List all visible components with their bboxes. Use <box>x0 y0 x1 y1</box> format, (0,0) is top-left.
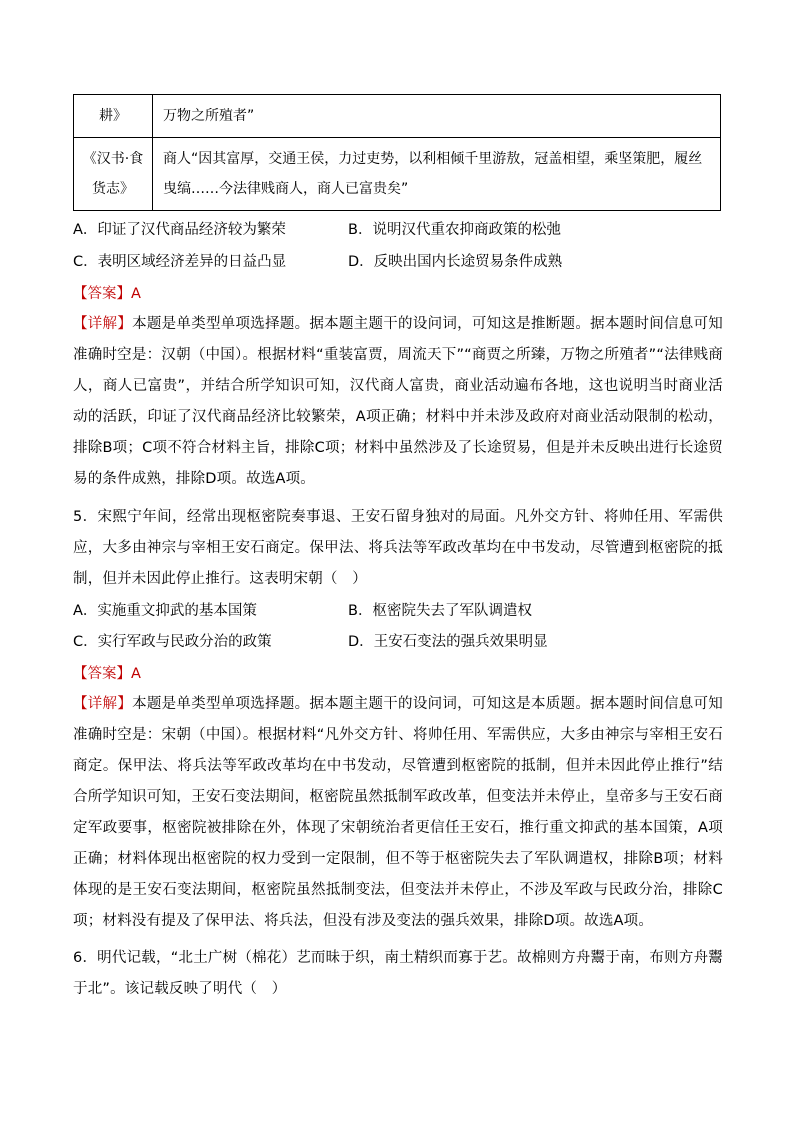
q4-answer <box>73 282 723 306</box>
q4-option-b[interactable]: B．说明汉代重农抑商政策的松弛 <box>348 222 561 238</box>
answer-value: A <box>131 666 141 682</box>
q5-option-row-1 <box>73 599 723 623</box>
answer-label: 【答案】 <box>73 666 131 682</box>
q5-option-b[interactable]: B．枢密院失去了军队调遣权 <box>348 603 532 619</box>
q5-option-c[interactable]: C．实行军政与民政分治的政策 <box>73 634 272 650</box>
detail-text: 本题是单类型单项选择题。据本题主题干的设问词，可知这是本质题。据本题时间信息可知准确时空是：宋朝（中国）。根据材料“凡外交方针、将帅任用、军需供应，大多由神宗与宰相王安石商定。保甲法、将兵法等军政改革均在中书发动，尽管遭到枢密院的抵制，但并未因此停止推行”结合所学知识可知，王安石变法期间，枢密院虽然抵制军政改革，但变法并未停止，皇帝多与王安石商定军政要事，枢密院被排除在外，体现了宋朝统治者更信任王安石，推行重文抑武的基本国策，A项正确；材料体现出枢密院的权力受到一定限制，但不等于枢密院失去了军队调遣权，排除B项；材料体现的是王安石变法期间，枢密院虽然抵制变法，但变法并未停止，不涉及军政与民政分治，排除C项；材料没有提及了保甲法、将兵法，但没有涉及变法的强兵效果，排除D项。故选A项。 <box>73 696 723 929</box>
q5-option-row-2 <box>73 630 723 654</box>
q5-stem: 5．宋熙宁年间，经常出现枢密院奏事退、王安石留身独对的局面。凡外交方针、将帅任用、军需供应，大多由神宗与宰相王安石商定。保甲法、将兵法等军政改革均在中书发动，尽管遭到枢密院的抵制，但并未因此停止推行。这表明宋朝（ ） <box>73 509 723 587</box>
table-row <box>74 138 721 211</box>
answer-label: 【答案】 <box>73 286 131 302</box>
q5-answer <box>73 662 723 686</box>
q4-option-row-2 <box>73 250 723 274</box>
q4-option-c[interactable]: C．表明区域经济差异的日益凸显 <box>73 254 287 270</box>
source-material-table <box>73 94 721 211</box>
q5-explanation <box>73 689 723 937</box>
q4-option-d[interactable]: D．反映出国内长途贸易条件成熟 <box>348 254 563 270</box>
detail-label: 【详解】 <box>73 316 133 332</box>
q6-stem: 6．明代记载，“北土广树（棉花）艺而昧于织，南土精织而寡于艺。故棉则方舟鬻于南，布则方舟鬻于北”。该记载反映了明代（ ） <box>73 950 723 997</box>
detail-text: 本题是单类型单项选择题。据本题主题干的设问词，可知这是推断题。据本题时间信息可知准确时空是：汉朝（中国）。根据材料“重装富贾，周流天下”“商贾之所臻，万物之所殖者”“法律贱商人，商人已富贵”，并结合所学知识可知，汉代商人富贵，商业活动遍布各地，这也说明当时商业活动的活跃，印证了汉代商品经济比较繁荣，A项正确；材料中并未涉及政府对商业活动限制的松动，排除B项；C项不符合材料主旨，排除C项；材料中虽然涉及了长途贸易，但是并未反映出进行长途贸易的条件成熟，排除D项。故选A项。 <box>73 316 723 487</box>
source-cell: 耕》 <box>74 95 153 138</box>
q5-option-d[interactable]: D．王安石变法的强兵效果明显 <box>348 634 548 650</box>
answer-value: A <box>131 286 141 302</box>
q5-option-a[interactable]: A．实施重文抑武的基本国策 <box>73 603 257 619</box>
detail-label: 【详解】 <box>73 696 133 712</box>
q4-explanation <box>73 309 723 495</box>
quote-cell: 商人“因其富厚，交通王侯，力过吏势，以利相倾千里游敖，冠盖相望，乘坚策肥，履丝曳缟……今法律贱商人，商人已富贵矣” <box>153 138 721 211</box>
source-cell: 《汉书·食货志》 <box>74 138 153 211</box>
q4-option-row-1 <box>73 218 723 242</box>
q4-option-a[interactable]: A．印证了汉代商品经济较为繁荣 <box>73 222 286 238</box>
quote-cell: 万物之所殖者” <box>153 95 721 138</box>
table-row <box>74 95 721 138</box>
